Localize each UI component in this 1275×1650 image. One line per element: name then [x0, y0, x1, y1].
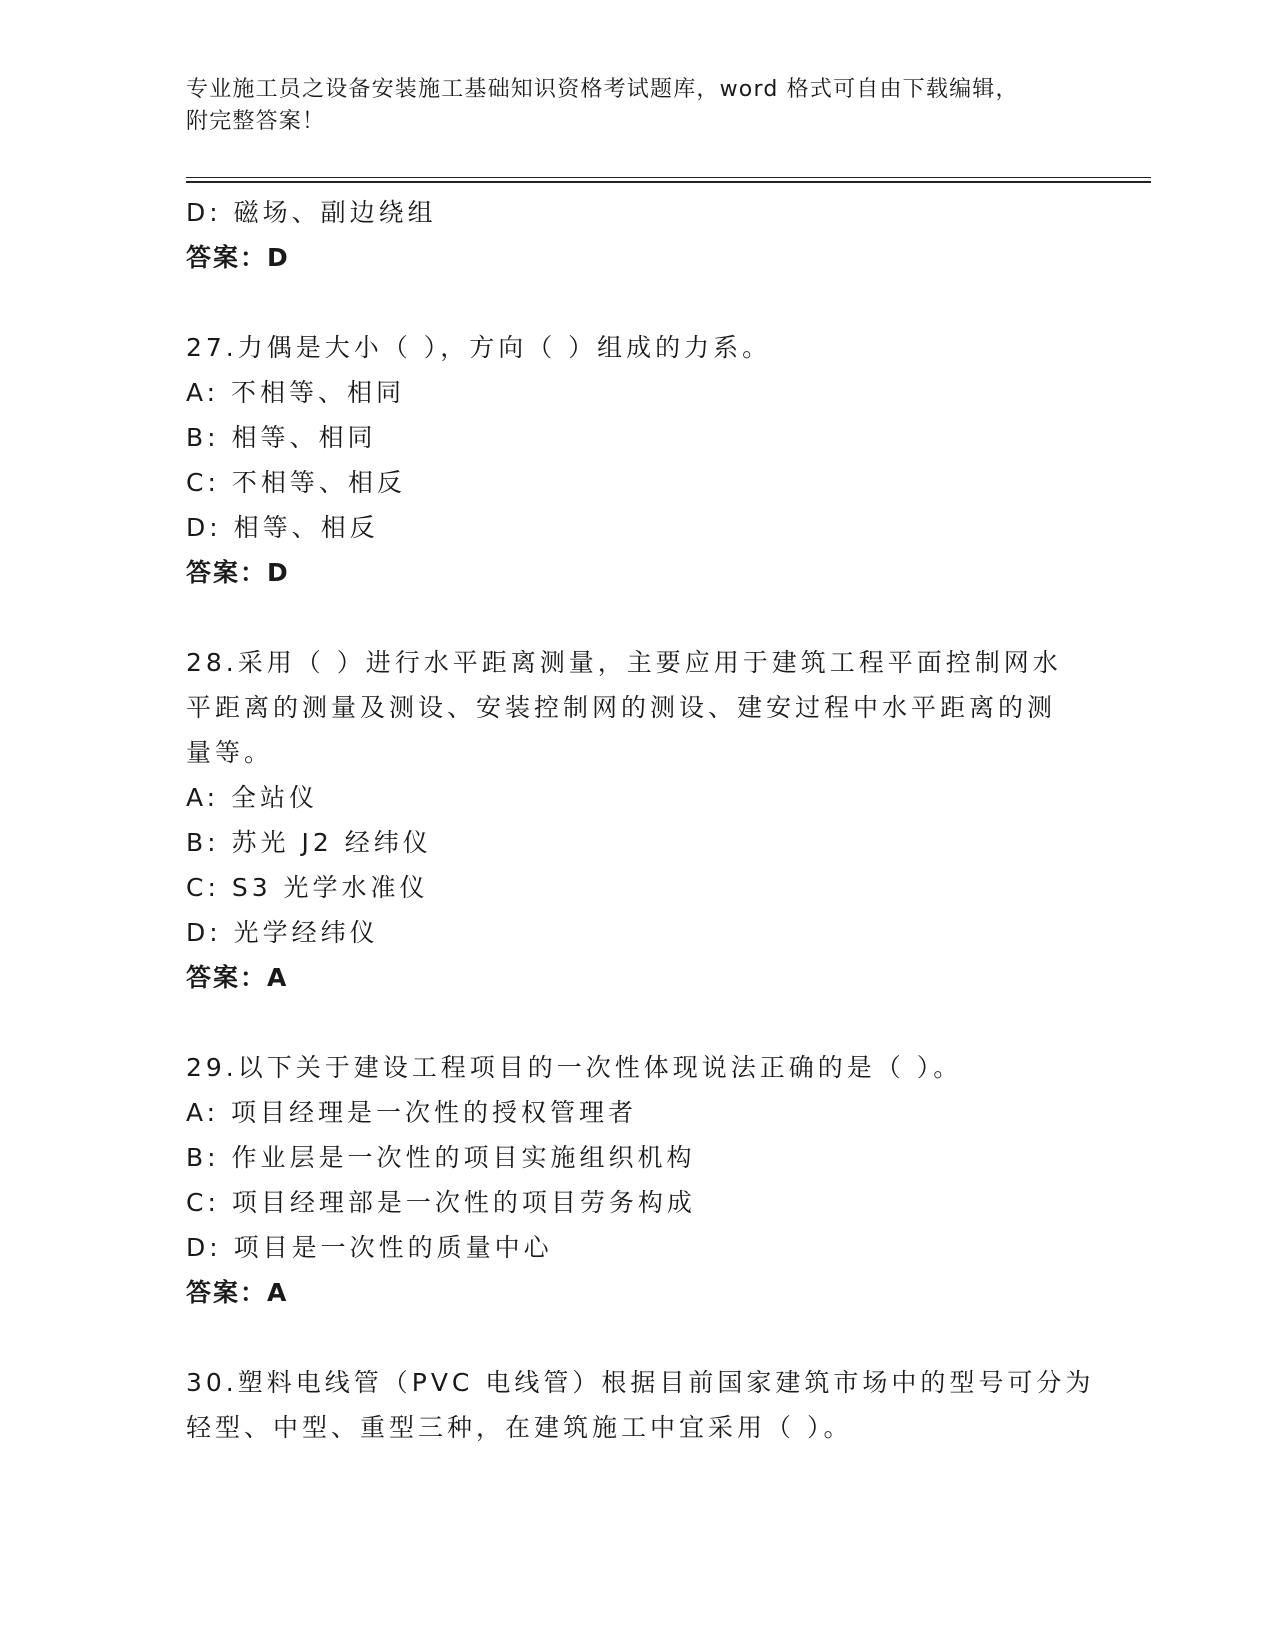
option-a: A: 项目经理是一次性的授权管理者: [186, 1098, 638, 1127]
spacer: [186, 595, 1066, 640]
question-28: [186, 640, 1066, 1000]
header-divider-thick: [186, 181, 1151, 183]
spacer: [186, 1315, 1066, 1360]
question-stem: 27.力偶是大小（ ），方向（ ）组成的力系。: [186, 333, 772, 362]
question-stem-line-3: 量等。: [186, 738, 274, 767]
option-b: B: 苏光 J2 经纬仪: [186, 828, 432, 857]
option-d: D: 相等、相反: [186, 513, 379, 542]
question-stem-line-2: 轻型、中型、重型三种，在建筑施工中宜采用（ ）。: [186, 1413, 853, 1442]
question-stem-line-2: 平距离的测量及测设、安装控制网的测设、建安过程中水平距离的测: [186, 693, 1057, 722]
option-b: B: 相等、相同: [186, 423, 377, 452]
option-c: C: 项目经理部是一次性的项目劳务构成: [186, 1188, 696, 1217]
document-header: [186, 74, 1086, 138]
option-c: C: S3 光学水准仪: [186, 873, 429, 902]
option-b: B: 作业层是一次性的项目实施组织机构: [186, 1143, 696, 1172]
answer: 答案：A: [186, 1278, 289, 1307]
question-27: [186, 325, 1066, 595]
answer: 答案：D: [186, 243, 290, 272]
option-a: A: 不相等、相同: [186, 378, 406, 407]
header-line-2: 附完整答案！: [186, 109, 326, 134]
header-divider-thin: [186, 177, 1151, 178]
option-c: C: 不相等、相反: [186, 468, 406, 497]
question-26-tail: [186, 190, 1066, 280]
question-30: [186, 1360, 1095, 1450]
option-d: D: 磁场、副边绕组: [186, 198, 437, 227]
question-29: [186, 1045, 1066, 1315]
question-list: [186, 190, 1095, 1450]
header-line-1: 专业施工员之设备安装施工基础知识资格考试题库，word 格式可自由下载编辑，: [186, 77, 1019, 102]
question-stem-line-1: 28.采用（ ）进行水平距离测量，主要应用于建筑工程平面控制网水: [186, 648, 1062, 677]
answer: 答案：D: [186, 558, 290, 587]
spacer: [186, 1000, 1066, 1045]
answer: 答案：A: [186, 963, 289, 992]
spacer: [186, 280, 1066, 325]
option-d: D: 项目是一次性的质量中心: [186, 1233, 553, 1262]
question-stem-line-1: 30.塑料电线管（PVC 电线管）根据目前国家建筑市场中的型号可分为: [186, 1368, 1095, 1397]
option-d: D: 光学经纬仪: [186, 918, 379, 947]
option-a: A: 全站仪: [186, 783, 319, 812]
question-stem: 29.以下关于建设工程项目的一次性体现说法正确的是（ ）。: [186, 1053, 963, 1082]
